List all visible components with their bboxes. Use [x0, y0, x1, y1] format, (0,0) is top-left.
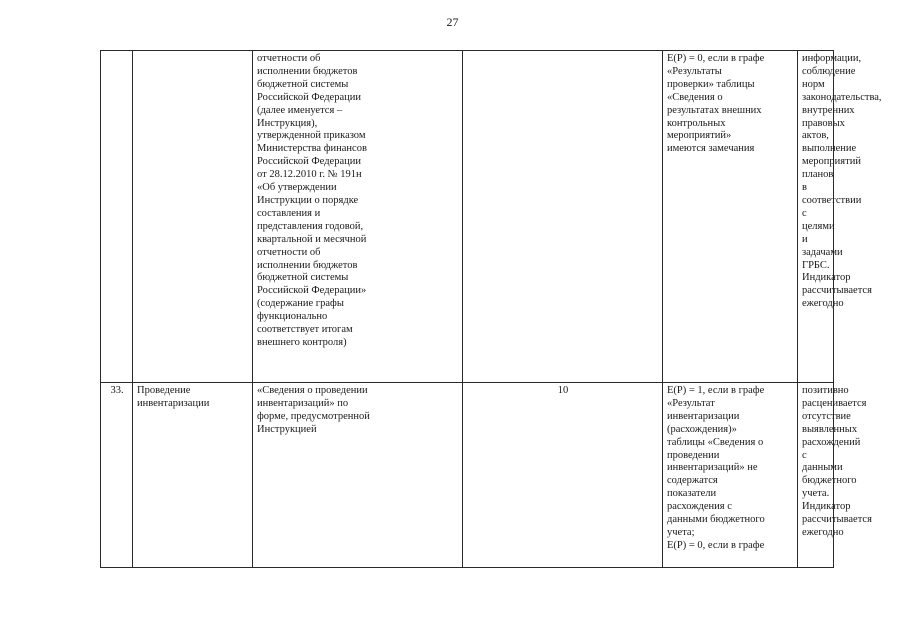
- weight-cell: [463, 51, 663, 383]
- formula-cell: E(P) = 1, если в графе «Результат инвентаризации (расхождения)» таблицы «Сведения о проведении инвентаризаций» не содержатся показатели расхождения с данными бюджетного учета; E(P) = 0, если в графе: [663, 383, 798, 568]
- table-row: [101, 383, 834, 568]
- weight-cell: 10: [463, 383, 663, 568]
- row-number-cell: [101, 51, 133, 383]
- indicator-name-cell: [133, 51, 253, 383]
- comment-cell: позитивно расценивается отсутствие выявленных расхождений с данными бюджетного учета. Индикатор рассчитывается ежегодно: [798, 383, 834, 568]
- row-number-cell: 33.: [101, 383, 133, 568]
- formula-cell: E(P) = 0, если в графе «Результаты проверки» таблицы «Сведения о результатах внешних контрольных мероприятий» имеются замечания: [663, 51, 798, 383]
- indicators-table: [100, 50, 882, 568]
- source-data-cell: «Сведения о проведении инвентаризаций» по форме, предусмотренной Инструкцией: [253, 383, 463, 568]
- table-row: [101, 51, 834, 383]
- page-number: 27: [446, 15, 459, 29]
- indicator-name-cell: Проведение инвентаризации: [133, 383, 253, 568]
- comment-cell: информации, соблюдение норм законодательства, внутренних правовых актов, выполнение мероприятий планов в соответствии с целями и задачами ГРБС. Индикатор рассчитывается ежегодно: [798, 51, 834, 383]
- source-data-cell: отчетности об исполнении бюджетов бюджетной системы Российской Федерации (далее именуется – Инструкция), утвержденной приказом Министерства финансов Российской Федерации от 28.12.2010 г. № 191н «Об утверждении Инструкции о порядке составления и представления годовой, квартальной и месячной отчетности об исполнении бюджетов бюджетной системы Российской Федерации» (содержание графы функционально соответствует итогам внешнего контроля): [253, 51, 463, 383]
